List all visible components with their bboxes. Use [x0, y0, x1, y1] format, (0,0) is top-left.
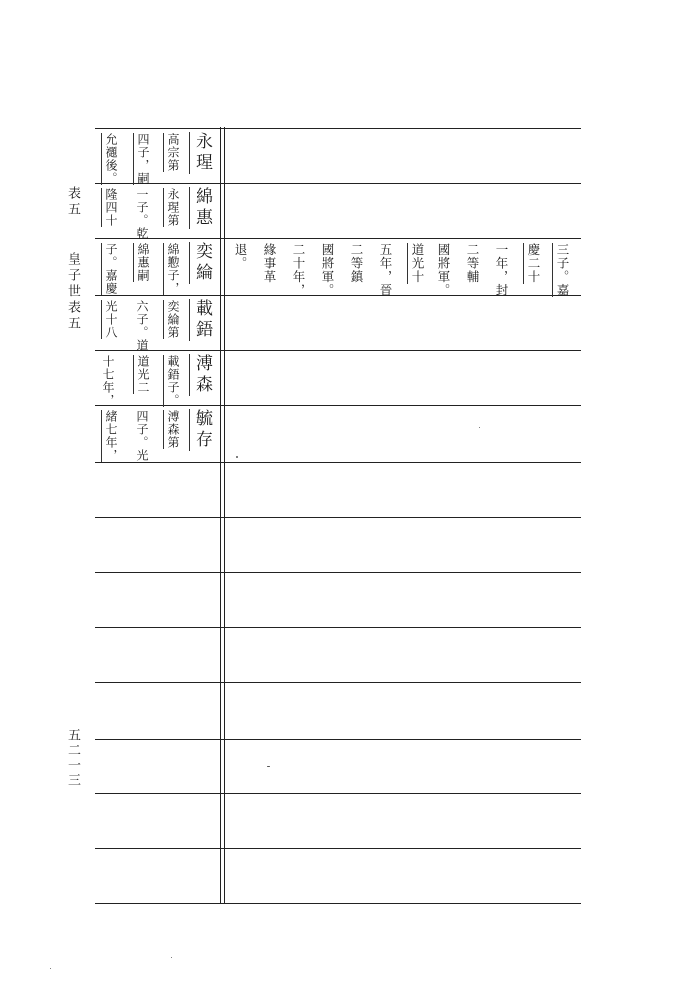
note-line: 緒七年，: [101, 410, 118, 462]
person-name: 永瑆: [189, 132, 211, 174]
note-line: 子。嘉慶: [101, 243, 118, 295]
person-name: 載鋙: [189, 299, 211, 341]
record-line: 二等鎮: [349, 243, 364, 284]
row-rule: [95, 903, 581, 904]
note-line: 奕綸第: [163, 300, 180, 339]
record-line: 二十年，: [291, 243, 306, 297]
note-line: 六子。道: [135, 300, 149, 352]
record-line: 緣事革: [262, 243, 277, 284]
record-line: 二等輔: [465, 243, 480, 284]
row-rule: [95, 462, 581, 463]
official-record: [228, 243, 576, 295]
scan-speck: [267, 766, 270, 767]
note-line: 四子，嗣: [133, 133, 150, 185]
page-number: 五二一三: [65, 728, 80, 788]
row-rule: [95, 848, 581, 849]
person-name: 綿惠: [189, 187, 211, 229]
generation-row: [95, 238, 220, 295]
generation-row: [95, 350, 220, 407]
generation-row: [95, 183, 220, 240]
note-line: 十七年，: [101, 355, 115, 407]
generation-row: [95, 405, 220, 462]
record-line: 國將軍。: [436, 243, 451, 297]
scan-speck: [236, 456, 238, 458]
generation-row: [95, 128, 220, 185]
scan-speck: [479, 427, 480, 428]
column-divider: [220, 127, 221, 903]
row-rule: [95, 682, 581, 683]
record-line: 慶二十: [523, 243, 541, 284]
note-line: 綿惠嗣: [133, 243, 150, 282]
person-name: 奕綸: [189, 242, 211, 284]
note-line: 道光二: [133, 355, 150, 394]
note-line: 一子。乾: [135, 188, 149, 240]
note-line: 溥森第: [163, 410, 180, 449]
record-line: 道光十: [407, 243, 425, 284]
column-divider: [224, 127, 225, 903]
row-rule: [95, 517, 581, 518]
note-line: 高宗第: [163, 133, 180, 172]
note-line: 四子。光: [135, 410, 149, 462]
row-rule: [95, 739, 581, 740]
row-rule: [95, 627, 581, 628]
row-rule: [95, 793, 581, 794]
note-line: 綿懃子，: [163, 243, 180, 295]
note-line: 允禵後。: [101, 133, 118, 185]
note-line: 隆四十: [101, 188, 118, 227]
row-rule: [95, 572, 581, 573]
record-line: 退。: [233, 243, 248, 270]
record-line: 一年，封: [494, 243, 509, 297]
table-title: 表五: [65, 186, 80, 218]
generation-row: [95, 295, 220, 352]
scan-speck: [171, 957, 172, 958]
person-name: 溥森: [189, 354, 211, 396]
record-line: 五年，晉: [378, 243, 393, 297]
note-line: 永瑆第: [163, 188, 180, 227]
note-line: 光十八: [101, 300, 118, 339]
record-line: 國將軍。: [320, 243, 335, 297]
person-name: 毓存: [189, 409, 211, 451]
record-line: 三子。嘉: [552, 243, 570, 297]
section-title: 皇子世表五: [65, 252, 80, 332]
scan-speck: [50, 968, 51, 969]
note-line: 載鋙子。: [163, 355, 180, 407]
